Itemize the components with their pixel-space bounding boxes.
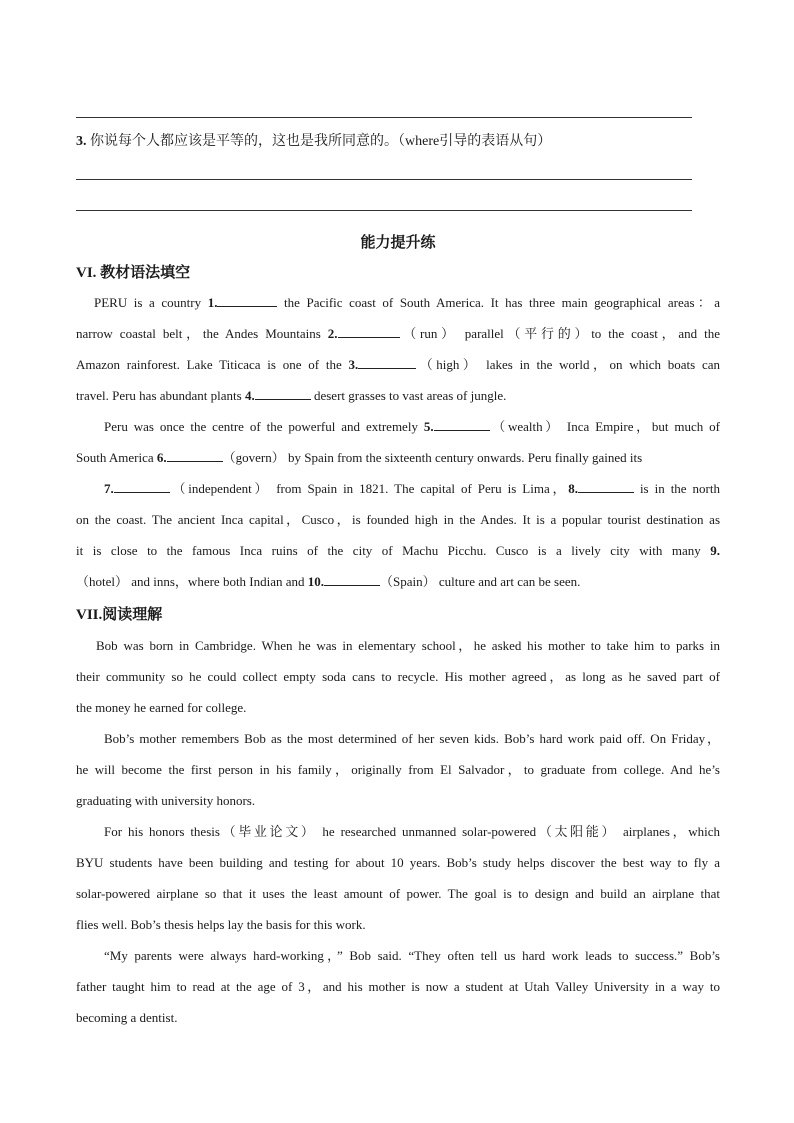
passage-line: travel. Peru has abundant plants 4. desert grasses to vast areas of jungle. <box>76 380 720 411</box>
passage-line: he will become the first person in his family，originally from El Salvador，to graduate from college. And he’s <box>76 762 720 777</box>
blank-2[interactable] <box>338 323 400 338</box>
question-3 <box>76 133 551 151</box>
question-number: 3. <box>76 134 87 149</box>
passage-line: （hotel） and inns，where both Indian and 10. （Spain） culture and art can be seen. <box>76 566 720 597</box>
passage-line: South America 6. （govern） by Spain from the sixteenth century onwards. Peru finally gained its <box>76 442 720 473</box>
passage-line: graduating with university honors. <box>76 793 256 808</box>
passage-line: narrow coastal belt，the Andes Mountains 2. （run） parallel（平行的）to the coast，and the <box>76 318 720 349</box>
passage-line: Bob was born in Cambridge. When he was in elementary school，he asked his mother to take him to parks in <box>96 638 720 653</box>
passage-line: For his honors thesis（毕业论文） he researched unmanned solar-powered（太阳能） airplanes，which <box>104 824 720 839</box>
passage-line: 7. （independent） from Spain in 1821. The capital of Peru is Lima，8. is in the north <box>76 473 720 504</box>
blank-1[interactable] <box>217 292 277 307</box>
grammar-fill-passage <box>76 287 720 597</box>
passage-line: father taught him to read at the age of 3，and his mother is now a student at Utah Valley University in a way to <box>76 979 720 994</box>
answer-line <box>76 179 692 180</box>
reading-passage <box>76 630 720 1033</box>
answer-line <box>76 210 692 211</box>
blank-8[interactable] <box>578 478 634 493</box>
section-6-heading: VI. 教材语法填空 <box>76 265 191 281</box>
passage-line: BYU students have been building and testing for about 10 years. Bob’s study helps discover the best way to fly a <box>76 855 720 870</box>
question-text: 你说每个人都应该是平等的，这也是我所同意的。（where引导的表语从句） <box>90 134 552 149</box>
passage-line: Bob’s mother remembers Bob as the most determined of her seven kids. Bob’s hard work paid off. On Friday， <box>104 731 720 746</box>
blank-4[interactable] <box>255 385 311 400</box>
answer-line <box>76 117 692 118</box>
blank-3[interactable] <box>358 354 416 369</box>
passage-line: “My parents were always hard-working，” Bob said. “They often tell us hard work leads to success.” Bob’s <box>104 948 720 963</box>
passage-line: flies well. Bob’s thesis helps lay the basis for this work. <box>76 917 366 932</box>
blank-5[interactable] <box>434 416 490 431</box>
passage-line: their community so he could collect empty soda cans to recycle. His mother agreed，as long as he saved part of <box>76 669 720 684</box>
passage-line: becoming a dentist. <box>76 1010 178 1025</box>
passage-line: it is close to the famous Inca ruins of the city of Machu Picchu. Cusco is a lively city with many 9. <box>76 543 720 558</box>
passage-line: the money he earned for college. <box>76 700 247 715</box>
passage-line: Peru was once the centre of the powerful and extremely 5. （wealth） Inca Empire，but much of <box>76 411 720 442</box>
passage-line: solar-powered airplane so that it uses the least amount of power. The goal is to design and build an airplane that <box>76 886 720 901</box>
section-7-heading: VII.阅读理解 <box>76 607 163 623</box>
passage-line: Amazon rainforest. Lake Titicaca is one of the 3. （high） lakes in the world，on which boats can <box>76 349 720 380</box>
blank-6[interactable] <box>167 447 223 462</box>
blank-7[interactable] <box>114 478 170 493</box>
passage-line: PERU is a country 1. the Pacific coast of South America. It has three main geographical areas：a <box>76 287 720 318</box>
passage-line: on the coast. The ancient Inca capital，Cusco，is founded high in the Andes. It is a popular tourist destination as <box>76 512 720 527</box>
blank-10[interactable] <box>324 571 380 586</box>
section-title: 能力提升练 <box>360 235 436 251</box>
